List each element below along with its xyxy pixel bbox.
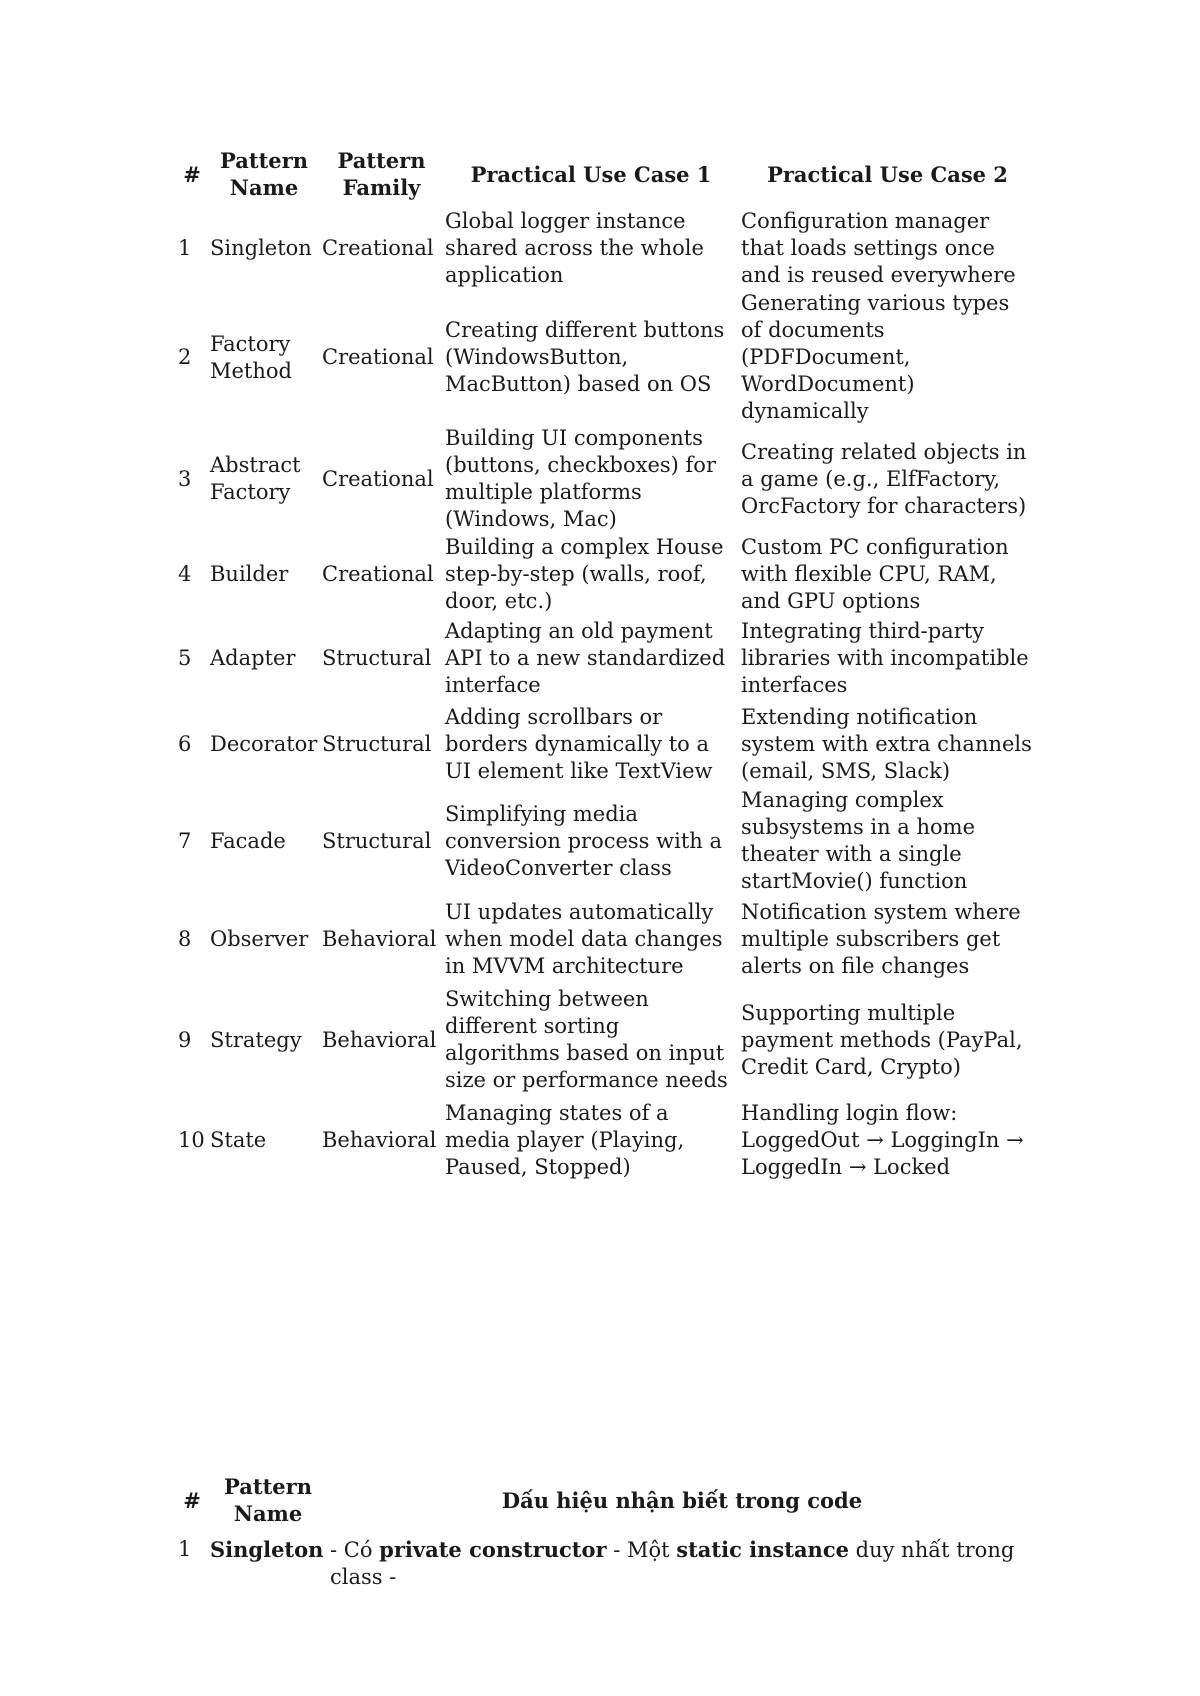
table-row: [176, 290, 1036, 425]
cell-pattern-family: Behavioral: [322, 1127, 437, 1152]
cell-pattern-name: Adapter: [210, 645, 296, 670]
cell-use-case-2: Configuration manager that loads settings once and is reused everywhere: [741, 208, 1016, 287]
cell-num: 1: [178, 235, 192, 260]
cell-num: 10: [178, 1127, 205, 1152]
cell-use-case-1: UI updates automatically when model data changes in MVVM architecture: [445, 899, 723, 978]
cell-use-case-1: Global logger instance shared across the whole application: [445, 208, 704, 287]
cell-use-case-2: Notification system where multiple subscribers get alerts on file changes: [741, 899, 1021, 978]
cell-use-case-2: Supporting multiple payment methods (PayPal, Credit Card, Crypto): [741, 1000, 1023, 1079]
cell-use-case-2: Handling login flow: LoggedOut → LoggingIn → LoggedIn → Locked: [741, 1100, 1024, 1179]
cell-num: 7: [178, 828, 192, 853]
cell-pattern-name: Observer: [210, 926, 309, 951]
cell-use-case-2: Integrating third-party libraries with incompatible interfaces: [741, 618, 1029, 697]
cell-pattern-name: Factory Method: [210, 331, 292, 383]
header-num: #: [183, 161, 201, 187]
cell-code-signs: [328, 1532, 1036, 1591]
cell-pattern-family: Structural: [322, 645, 432, 670]
table-row: [176, 701, 1036, 787]
cell-pattern-name: Decorator: [210, 731, 318, 756]
cell-pattern-name: Singleton: [210, 1537, 324, 1562]
cell-num: 8: [178, 926, 192, 951]
header-pattern-name: Pattern Name: [224, 1474, 312, 1526]
cell-num: 1: [178, 1537, 192, 1561]
cell-use-case-2: Generating various types of documents (PDFDocument, WordDocument) dynamically: [741, 291, 1010, 423]
cell-pattern-family: Structural: [322, 731, 432, 756]
cell-use-case-2: Extending notification system with extra channels (email, SMS, Slack): [741, 704, 1032, 783]
cell-pattern-name: Builder: [210, 561, 289, 586]
table-row: [176, 206, 1036, 290]
signs-text-part: - Một: [606, 1538, 677, 1562]
signs-bold-part: static instance: [676, 1537, 849, 1562]
cell-pattern-family: Structural: [322, 828, 432, 853]
table-header-row: [176, 142, 1036, 206]
code-signs-table: [176, 1468, 1036, 1591]
cell-pattern-family: Behavioral: [322, 1027, 437, 1052]
signs-text-part: - Có: [330, 1538, 380, 1562]
cell-pattern-name: Singleton: [210, 235, 312, 260]
design-patterns-table: [176, 142, 1036, 1183]
cell-use-case-1: Adapting an old payment API to a new standardized interface: [445, 618, 726, 697]
cell-pattern-family: Creational: [322, 235, 434, 260]
table-header-row: [176, 1468, 1036, 1532]
header-use-case-1: Practical Use Case 1: [470, 161, 712, 187]
table-row: [176, 895, 1036, 983]
cell-use-case-2: Creating related objects in a game (e.g., ElfFactory, OrcFactory for characters): [741, 439, 1027, 518]
cell-use-case-1: Building UI components (buttons, checkboxes) for multiple platforms (Windows, Mac): [445, 426, 716, 531]
cell-use-case-1: Building a complex House step-by-step (walls, roof, door, etc.): [445, 534, 724, 613]
cell-pattern-name: Abstract Factory: [210, 453, 301, 504]
cell-num: 3: [178, 466, 192, 491]
cell-num: 6: [178, 731, 192, 756]
table-row: [176, 533, 1036, 615]
table-row: [176, 983, 1036, 1097]
cell-use-case-1: Simplifying media conversion process with a VideoConverter class: [445, 801, 722, 880]
header-num: #: [183, 1487, 201, 1513]
cell-use-case-2: Custom PC configuration with flexible CPU, RAM, and GPU options: [741, 534, 1009, 613]
cell-pattern-family: Creational: [322, 561, 434, 586]
signs-bold-part: private constructor: [379, 1537, 607, 1562]
table-row: [176, 615, 1036, 701]
cell-use-case-1: Managing states of a media player (Playing, Paused, Stopped): [445, 1100, 685, 1179]
signs-text-part: duy nhất trong class -: [330, 1538, 1015, 1589]
header-code-signs: Dấu hiệu nhận biết trong code: [501, 1487, 863, 1513]
header-use-case-2: Practical Use Case 2: [767, 161, 1008, 187]
table-row: [176, 787, 1036, 895]
cell-pattern-family: Creational: [322, 466, 434, 491]
cell-pattern-name: Strategy: [210, 1027, 302, 1052]
header-pattern-family: Pattern Family: [337, 148, 426, 200]
header-pattern-name: Pattern Name: [220, 148, 308, 200]
cell-use-case-1: Creating different buttons (WindowsButton, MacButton) based on OS: [445, 318, 725, 396]
cell-pattern-name: State: [210, 1127, 267, 1152]
cell-num: 4: [178, 561, 192, 586]
cell-pattern-family: Behavioral: [322, 926, 437, 951]
table-row: [176, 1532, 1036, 1591]
cell-pattern-family: Creational: [322, 345, 434, 369]
cell-use-case-1: Adding scrollbars or borders dynamically to a UI element like TextView: [445, 704, 713, 783]
cell-num: 2: [178, 345, 192, 369]
cell-num: 5: [178, 645, 192, 670]
cell-pattern-name: Facade: [210, 828, 286, 853]
table-row: [176, 425, 1036, 533]
cell-use-case-1: Switching between different sorting algorithms based on input size or performance needs: [445, 987, 728, 1092]
table-row: [176, 1097, 1036, 1183]
cell-num: 9: [178, 1027, 192, 1052]
cell-use-case-2: Managing complex subsystems in a home theater with a single startMovie() function: [741, 788, 976, 893]
